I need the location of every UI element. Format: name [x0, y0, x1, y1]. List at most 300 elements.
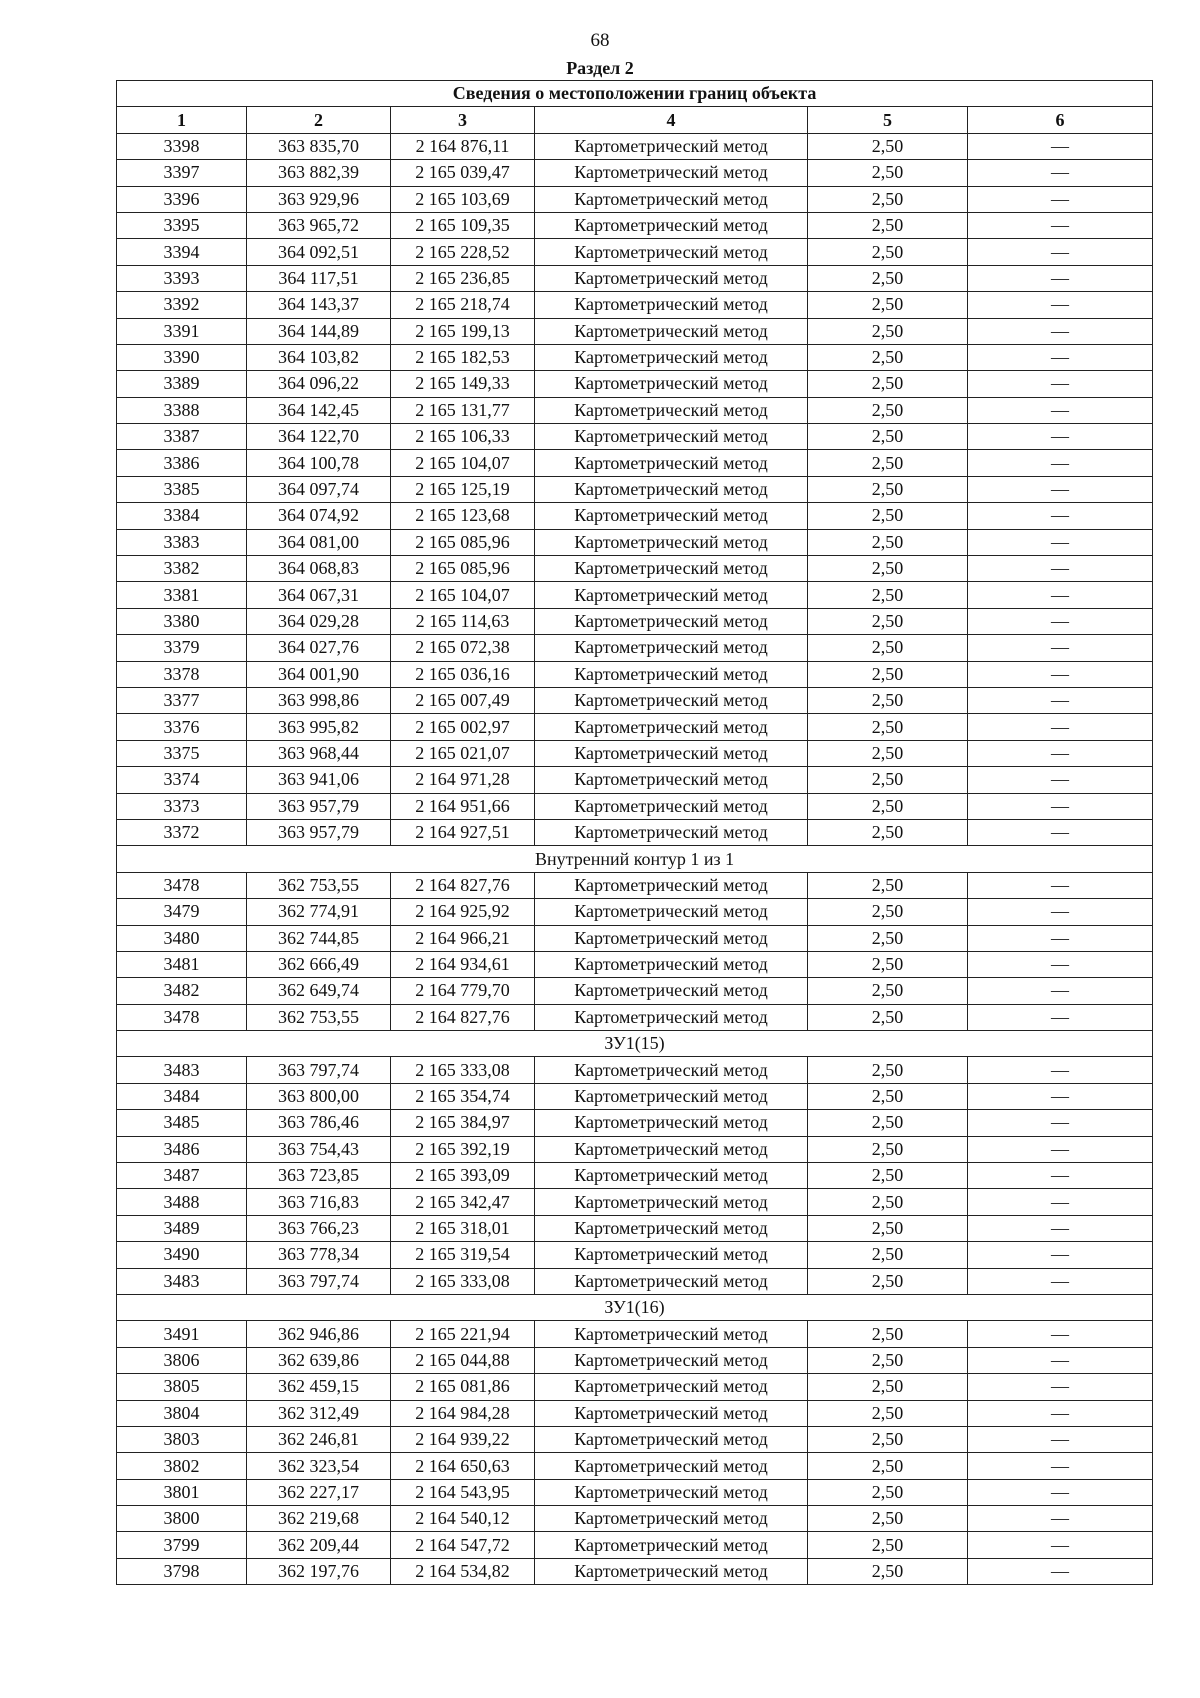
table-cell: 362 744,85	[247, 925, 391, 951]
table-cell: —	[968, 925, 1153, 951]
table-cell: 2,50	[808, 318, 968, 344]
table-cell: 364 081,00	[247, 529, 391, 555]
table-row	[117, 1400, 1153, 1426]
table-cell: —	[968, 1057, 1153, 1083]
table-cell: —	[968, 1347, 1153, 1373]
table-cell: 363 882,39	[247, 160, 391, 186]
table-cell: 2 165 085,96	[391, 556, 535, 582]
table-row	[117, 899, 1153, 925]
table-row	[117, 1215, 1153, 1241]
table-cell: 2 164 951,66	[391, 793, 535, 819]
table-cell: 2,50	[808, 292, 968, 318]
table-cell: 2,50	[808, 265, 968, 291]
table-cell: Картометрический метод	[535, 1242, 808, 1268]
table-cell: 2 165 106,33	[391, 424, 535, 450]
coordinates-table	[116, 80, 1153, 1585]
table-cell: 2,50	[808, 1268, 968, 1294]
table-cell: 364 097,74	[247, 476, 391, 502]
table-cell: Картометрический метод	[535, 1110, 808, 1136]
table-cell: 364 142,45	[247, 397, 391, 423]
table-cell: 3384	[117, 503, 247, 529]
table-cell: 362 753,55	[247, 1004, 391, 1030]
table-row	[117, 265, 1153, 291]
table-cell: 3377	[117, 687, 247, 713]
table-cell: 2 165 007,49	[391, 687, 535, 713]
table-cell: 364 096,22	[247, 371, 391, 397]
table-cell: 2,50	[808, 1136, 968, 1162]
table-cell: —	[968, 503, 1153, 529]
table-row	[117, 344, 1153, 370]
table-cell: Картометрический метод	[535, 371, 808, 397]
table-cell: Картометрический метод	[535, 424, 808, 450]
table-cell: 363 968,44	[247, 740, 391, 766]
table-cell: 2 165 333,08	[391, 1268, 535, 1294]
table-cell: Картометрический метод	[535, 1268, 808, 1294]
table-cell: 3488	[117, 1189, 247, 1215]
table-cell: Картометрический метод	[535, 635, 808, 661]
table-cell: 364 001,90	[247, 661, 391, 687]
table-cell: 2,50	[808, 1558, 968, 1584]
table-cell: 363 800,00	[247, 1083, 391, 1109]
table-cell: 3380	[117, 608, 247, 634]
table-cell: 3481	[117, 951, 247, 977]
table-cell: 3479	[117, 899, 247, 925]
table-row	[117, 872, 1153, 898]
column-header: 2	[247, 107, 391, 133]
table-cell: 364 122,70	[247, 424, 391, 450]
column-header: 5	[808, 107, 968, 133]
table-row	[117, 133, 1153, 159]
table-row	[117, 397, 1153, 423]
table-cell: Картометрический метод	[535, 1479, 808, 1505]
table-row	[117, 793, 1153, 819]
table-cell: —	[968, 265, 1153, 291]
table-cell: 362 774,91	[247, 899, 391, 925]
table-cell: Картометрический метод	[535, 292, 808, 318]
table-row	[117, 476, 1153, 502]
table-cell: 2,50	[808, 793, 968, 819]
table-cell: Картометрический метод	[535, 1004, 808, 1030]
table-cell: —	[968, 1400, 1153, 1426]
table-row	[117, 1083, 1153, 1109]
table-cell: —	[968, 661, 1153, 687]
table-cell: 3383	[117, 529, 247, 555]
table-cell: 363 797,74	[247, 1057, 391, 1083]
table-cell: 2 165 318,01	[391, 1215, 535, 1241]
table-cell: 2,50	[808, 978, 968, 1004]
table-cell: 364 029,28	[247, 608, 391, 634]
table-cell: 2,50	[808, 424, 968, 450]
contour-label-row	[117, 846, 1153, 872]
table-cell: 362 946,86	[247, 1321, 391, 1347]
table-row	[117, 1004, 1153, 1030]
table-cell: —	[968, 635, 1153, 661]
table-cell: 362 312,49	[247, 1400, 391, 1426]
table-cell: —	[968, 1321, 1153, 1347]
table-row	[117, 1242, 1153, 1268]
table-cell: 3395	[117, 212, 247, 238]
column-header: 4	[535, 107, 808, 133]
table-cell: 2,50	[808, 1347, 968, 1373]
table-cell: 2,50	[808, 1163, 968, 1189]
table-cell: Картометрический метод	[535, 503, 808, 529]
table-cell: Картометрический метод	[535, 1163, 808, 1189]
table-cell: 2 165 104,07	[391, 450, 535, 476]
table-cell: 2,50	[808, 212, 968, 238]
table-cell: Картометрический метод	[535, 1321, 808, 1347]
table-cell: 2,50	[808, 925, 968, 951]
table-cell: 2,50	[808, 1321, 968, 1347]
table-cell: 363 835,70	[247, 133, 391, 159]
table-cell: 362 753,55	[247, 872, 391, 898]
table-cell: 363 995,82	[247, 714, 391, 740]
table-cell: 2 165 123,68	[391, 503, 535, 529]
table-cell: —	[968, 1426, 1153, 1452]
table-row	[117, 1136, 1153, 1162]
table-row	[117, 212, 1153, 238]
table-cell: 364 100,78	[247, 450, 391, 476]
table-cell: 2,50	[808, 872, 968, 898]
table-cell: 2,50	[808, 819, 968, 845]
table-cell: 3373	[117, 793, 247, 819]
table-row	[117, 608, 1153, 634]
table-cell: —	[968, 450, 1153, 476]
table-cell: 3385	[117, 476, 247, 502]
table-cell: 3483	[117, 1057, 247, 1083]
table-row	[117, 1558, 1153, 1584]
table-cell: 362 209,44	[247, 1532, 391, 1558]
table-row	[117, 1479, 1153, 1505]
table-cell: 3480	[117, 925, 247, 951]
table-cell: 362 246,81	[247, 1426, 391, 1452]
table-cell: 3801	[117, 1479, 247, 1505]
table-cell: 2,50	[808, 1004, 968, 1030]
table-cell: —	[968, 1532, 1153, 1558]
table-cell: —	[968, 951, 1153, 977]
table-cell: —	[968, 1453, 1153, 1479]
table-cell: Картометрический метод	[535, 1057, 808, 1083]
table-body	[117, 133, 1153, 1584]
table-cell: 2 164 779,70	[391, 978, 535, 1004]
table-cell: —	[968, 344, 1153, 370]
table-cell: —	[968, 1558, 1153, 1584]
table-cell: Картометрический метод	[535, 1558, 808, 1584]
table-cell: 2,50	[808, 1374, 968, 1400]
table-cell: Картометрический метод	[535, 951, 808, 977]
table-cell: 2,50	[808, 529, 968, 555]
table-cell: 362 323,54	[247, 1453, 391, 1479]
table-cell: 3482	[117, 978, 247, 1004]
table-cell: 364 143,37	[247, 292, 391, 318]
table-cell: 364 103,82	[247, 344, 391, 370]
table-cell: 2 165 036,16	[391, 661, 535, 687]
table-cell: —	[968, 529, 1153, 555]
table-cell: —	[968, 1268, 1153, 1294]
table-cell: 2 165 182,53	[391, 344, 535, 370]
table-cell: 2 164 540,12	[391, 1506, 535, 1532]
table-cell: 363 786,46	[247, 1110, 391, 1136]
table-cell: 3798	[117, 1558, 247, 1584]
table-cell: 3393	[117, 265, 247, 291]
table-header-row	[117, 107, 1153, 133]
table-cell: 362 639,86	[247, 1347, 391, 1373]
table-cell: —	[968, 292, 1153, 318]
table-cell: 2,50	[808, 1426, 968, 1452]
table-cell: Картометрический метод	[535, 1506, 808, 1532]
table-cell: 363 754,43	[247, 1136, 391, 1162]
table-cell: Картометрический метод	[535, 819, 808, 845]
column-header: 1	[117, 107, 247, 133]
table-row	[117, 450, 1153, 476]
table-cell: Картометрический метод	[535, 608, 808, 634]
table-cell: 3478	[117, 1004, 247, 1030]
table-cell: 363 957,79	[247, 793, 391, 819]
table-cell: 3799	[117, 1532, 247, 1558]
table-row	[117, 239, 1153, 265]
table-cell: Картометрический метод	[535, 740, 808, 766]
table-cell: 363 929,96	[247, 186, 391, 212]
table-cell: —	[968, 1004, 1153, 1030]
table-row	[117, 925, 1153, 951]
table-cell: —	[968, 476, 1153, 502]
table-cell: 2,50	[808, 899, 968, 925]
table-row	[117, 371, 1153, 397]
table-cell: 2,50	[808, 344, 968, 370]
table-cell: 2 165 149,33	[391, 371, 535, 397]
table-cell: Картометрический метод	[535, 397, 808, 423]
table-row	[117, 582, 1153, 608]
table-cell: 2,50	[808, 1083, 968, 1109]
table-cell: —	[968, 1083, 1153, 1109]
contour-label-row	[117, 1031, 1153, 1057]
table-row	[117, 556, 1153, 582]
table-cell: 362 649,74	[247, 978, 391, 1004]
table-cell: —	[968, 1163, 1153, 1189]
table-cell: 2 165 044,88	[391, 1347, 535, 1373]
table-cell: 3378	[117, 661, 247, 687]
table-cell: 3372	[117, 819, 247, 845]
table-cell: 364 027,76	[247, 635, 391, 661]
table-cell: 2,50	[808, 1479, 968, 1505]
table-cell: —	[968, 819, 1153, 845]
table-cell: 2,50	[808, 1110, 968, 1136]
contour-label: ЗУ1(16)	[117, 1294, 1153, 1320]
table-cell: 2,50	[808, 608, 968, 634]
table-cell: 2,50	[808, 714, 968, 740]
table-cell: —	[968, 424, 1153, 450]
table-cell: —	[968, 740, 1153, 766]
table-cell: 2 164 543,95	[391, 1479, 535, 1505]
contour-label-row	[117, 1294, 1153, 1320]
table-cell: 2 165 392,19	[391, 1136, 535, 1162]
table-cell: 2,50	[808, 1506, 968, 1532]
table-row	[117, 1321, 1153, 1347]
table-cell: 2,50	[808, 371, 968, 397]
table-cell: 2,50	[808, 767, 968, 793]
table-cell: 2 165 039,47	[391, 160, 535, 186]
table-cell: Картометрический метод	[535, 556, 808, 582]
table-cell: —	[968, 1136, 1153, 1162]
table-cell: 3389	[117, 371, 247, 397]
table-cell: —	[968, 1506, 1153, 1532]
table-cell: 2 165 109,35	[391, 212, 535, 238]
table-cell: 2 165 333,08	[391, 1057, 535, 1083]
table-cell: 2,50	[808, 1057, 968, 1083]
table-cell: 2 164 876,11	[391, 133, 535, 159]
table-cell: 2 164 966,21	[391, 925, 535, 951]
table-row	[117, 1347, 1153, 1373]
table-cell: 2 164 971,28	[391, 767, 535, 793]
table-cell: 2,50	[808, 186, 968, 212]
table-row	[117, 1532, 1153, 1558]
table-row	[117, 1268, 1153, 1294]
table-cell: 2,50	[808, 1532, 968, 1558]
table-cell: —	[968, 1242, 1153, 1268]
table-cell: —	[968, 899, 1153, 925]
table-cell: Картометрический метод	[535, 133, 808, 159]
table-cell: —	[968, 318, 1153, 344]
table-cell: Картометрический метод	[535, 687, 808, 713]
table-cell: 2,50	[808, 160, 968, 186]
table-cell: Картометрический метод	[535, 978, 808, 1004]
contour-label: Внутренний контур 1 из 1	[117, 846, 1153, 872]
table-cell: 2 165 218,74	[391, 292, 535, 318]
table-row	[117, 424, 1153, 450]
column-header: 6	[968, 107, 1153, 133]
table-cell: Картометрический метод	[535, 1136, 808, 1162]
table-cell: —	[968, 608, 1153, 634]
table-cell: 3806	[117, 1347, 247, 1373]
table-row	[117, 661, 1153, 687]
table-cell: 2 165 354,74	[391, 1083, 535, 1109]
table-cell: 3398	[117, 133, 247, 159]
table-cell: —	[968, 371, 1153, 397]
table-row	[117, 1374, 1153, 1400]
table-cell: 2,50	[808, 951, 968, 977]
table-cell: Картометрический метод	[535, 318, 808, 344]
table-cell: Картометрический метод	[535, 476, 808, 502]
table-cell: Картометрический метод	[535, 714, 808, 740]
table-cell: 2 164 939,22	[391, 1426, 535, 1452]
table-cell: Картометрический метод	[535, 1374, 808, 1400]
table-cell: 3394	[117, 239, 247, 265]
table-cell: 3391	[117, 318, 247, 344]
table-cell: 363 941,06	[247, 767, 391, 793]
table-row	[117, 1506, 1153, 1532]
section-title: Раздел 2	[566, 58, 634, 78]
table-cell: 2 165 103,69	[391, 186, 535, 212]
table-cell: 3381	[117, 582, 247, 608]
table-cell: Картометрический метод	[535, 1400, 808, 1426]
table-cell: Картометрический метод	[535, 582, 808, 608]
table-cell: 364 067,31	[247, 582, 391, 608]
table-cell: 3800	[117, 1506, 247, 1532]
table-cell: —	[968, 1479, 1153, 1505]
table-cell: Картометрический метод	[535, 186, 808, 212]
table-row	[117, 978, 1153, 1004]
table-cell: 362 227,17	[247, 1479, 391, 1505]
table-cell: 363 723,85	[247, 1163, 391, 1189]
table-cell: 363 957,79	[247, 819, 391, 845]
table-cell: 2,50	[808, 476, 968, 502]
table-cell: 2,50	[808, 582, 968, 608]
table-row	[117, 292, 1153, 318]
table-caption-row	[117, 81, 1153, 107]
table-cell: 2,50	[808, 1453, 968, 1479]
table-cell: 2,50	[808, 239, 968, 265]
table-cell: Картометрический метод	[535, 661, 808, 687]
table-cell: 2 165 319,54	[391, 1242, 535, 1268]
table-cell: 2 165 228,52	[391, 239, 535, 265]
table-cell: Картометрический метод	[535, 767, 808, 793]
table-cell: 3387	[117, 424, 247, 450]
table-cell: 3396	[117, 186, 247, 212]
table-cell: Картометрический метод	[535, 212, 808, 238]
table-cell: 3803	[117, 1426, 247, 1452]
table-row	[117, 160, 1153, 186]
table-row	[117, 186, 1153, 212]
table-cell: 2 165 125,19	[391, 476, 535, 502]
table-cell: —	[968, 978, 1153, 1004]
table-cell: 2,50	[808, 740, 968, 766]
table-cell: 2 164 827,76	[391, 872, 535, 898]
table-cell: Картометрический метод	[535, 265, 808, 291]
table-row	[117, 318, 1153, 344]
table-cell: 3382	[117, 556, 247, 582]
table-cell: Картометрический метод	[535, 793, 808, 819]
table-cell: 3802	[117, 1453, 247, 1479]
table-cell: Картометрический метод	[535, 1532, 808, 1558]
table-row	[117, 1057, 1153, 1083]
table-cell: 2 165 384,97	[391, 1110, 535, 1136]
table-cell: 364 068,83	[247, 556, 391, 582]
table-cell: 2 165 104,07	[391, 582, 535, 608]
table-cell: 3487	[117, 1163, 247, 1189]
table-row	[117, 767, 1153, 793]
table-cell: Картометрический метод	[535, 925, 808, 951]
table-cell: —	[968, 186, 1153, 212]
table-cell: —	[968, 239, 1153, 265]
table-cell: —	[968, 1374, 1153, 1400]
table-cell: —	[968, 556, 1153, 582]
table-cell: Картометрический метод	[535, 344, 808, 370]
contour-label: ЗУ1(15)	[117, 1031, 1153, 1057]
table-cell: 362 666,49	[247, 951, 391, 977]
table-cell: 362 459,15	[247, 1374, 391, 1400]
table-cell: 3804	[117, 1400, 247, 1426]
table-row	[117, 714, 1153, 740]
table-cell: Картометрический метод	[535, 872, 808, 898]
table-cell: —	[968, 767, 1153, 793]
table-cell: 2 164 925,92	[391, 899, 535, 925]
table-row	[117, 1189, 1153, 1215]
table-cell: 3483	[117, 1268, 247, 1294]
table-cell: Картометрический метод	[535, 1426, 808, 1452]
table-cell: 2,50	[808, 1242, 968, 1268]
table-cell: Картометрический метод	[535, 899, 808, 925]
table-cell: Картометрический метод	[535, 1347, 808, 1373]
table-cell: —	[968, 160, 1153, 186]
table-cell: 2,50	[808, 1400, 968, 1426]
page-number: 68	[590, 30, 610, 51]
table-row	[117, 951, 1153, 977]
table-cell: 2,50	[808, 556, 968, 582]
table-cell: Картометрический метод	[535, 1189, 808, 1215]
table-cell: 3491	[117, 1321, 247, 1347]
table-cell: 363 766,23	[247, 1215, 391, 1241]
table-cell: 2,50	[808, 133, 968, 159]
table-caption: Сведения о местоположении границ объекта	[117, 81, 1153, 107]
